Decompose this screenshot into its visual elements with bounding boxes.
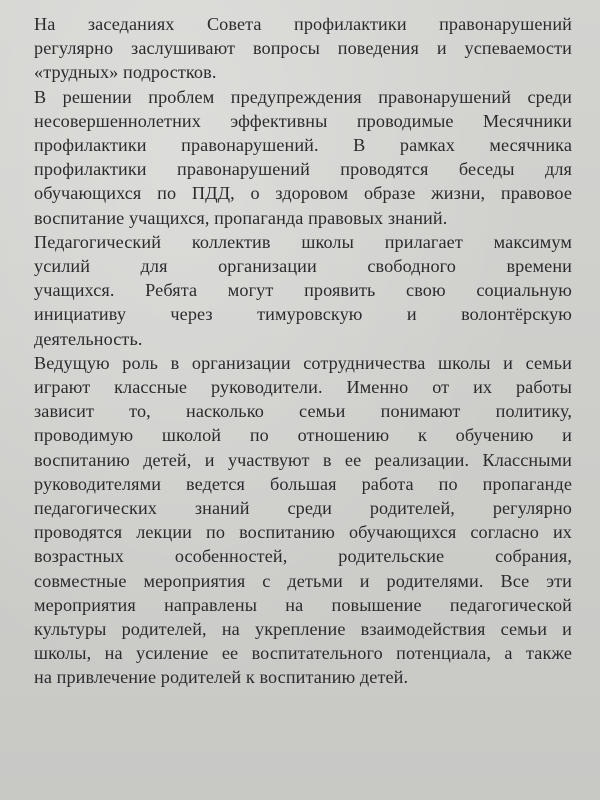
- paragraph-3: [34, 230, 572, 351]
- text-line: профилактики правонарушений проводятся беседы для: [34, 159, 572, 180]
- text-line: Ведущую роль в организации сотрудничества школы и семьи: [34, 352, 572, 373]
- text-line: деятельность.: [34, 328, 143, 349]
- text-line: усилий для организации свободного времени: [34, 256, 572, 277]
- text-line: возрастных особенностей, родительские собрания,: [34, 546, 572, 567]
- text-line: несовершеннолетних эффективны проводимые Месячники: [34, 110, 572, 131]
- text-line: проводимую школой по отношению к обучению и: [34, 425, 572, 446]
- text-line: культуры родителей, на укрепление взаимодействия семьи и: [34, 619, 572, 640]
- text-line: Педагогический коллектив школы прилагает максимум: [34, 231, 572, 252]
- text-line: регулярно заслушивают вопросы поведения и успеваемости: [34, 38, 572, 59]
- text-line: школы, на усиление ее воспитательного потенциала, а также: [34, 643, 572, 664]
- text-line: совместные мероприятия с детьми и родителями. Все эти: [34, 570, 572, 591]
- text-line: воспитанию детей, и участвуют в ее реализации. Классными: [34, 449, 572, 470]
- text-line: руководителями ведется большая работа по пропаганде: [34, 473, 572, 494]
- text-line: На заседаниях Совета профилактики правонарушений: [34, 14, 572, 34]
- text-line: «трудных» подростков.: [34, 62, 217, 83]
- text-line: обучающихся по ПДД, о здоровом образе жизни, правовое: [34, 183, 572, 204]
- text-line: воспитание учащихся, пропаганда правовых знаний.: [34, 207, 448, 228]
- text-line: учащихся. Ребята могут проявить свою социальную: [34, 280, 572, 301]
- text-line: зависит то, насколько семьи понимают политику,: [34, 401, 572, 422]
- text-line: играют классные руководители. Именно от их работы: [34, 377, 572, 398]
- paragraph-4: [34, 351, 572, 690]
- text-line: проводятся лекции по воспитанию обучающихся согласно их: [34, 522, 572, 543]
- text-line: В решении проблем предупреждения правонарушений среди: [34, 86, 572, 107]
- paragraph-2: [34, 85, 572, 230]
- paragraph-1: [34, 12, 572, 85]
- text-line: профилактики правонарушений. В рамках месячника: [34, 135, 572, 156]
- text-line: педагогических знаний среди родителей, регулярно: [34, 498, 572, 519]
- text-line: мероприятия направлены на повышение педагогической: [34, 594, 572, 615]
- text-line: инициативу через тимуровскую и волонтёрскую: [34, 304, 572, 325]
- text-line: на привлечение родителей к воспитанию детей.: [34, 667, 409, 688]
